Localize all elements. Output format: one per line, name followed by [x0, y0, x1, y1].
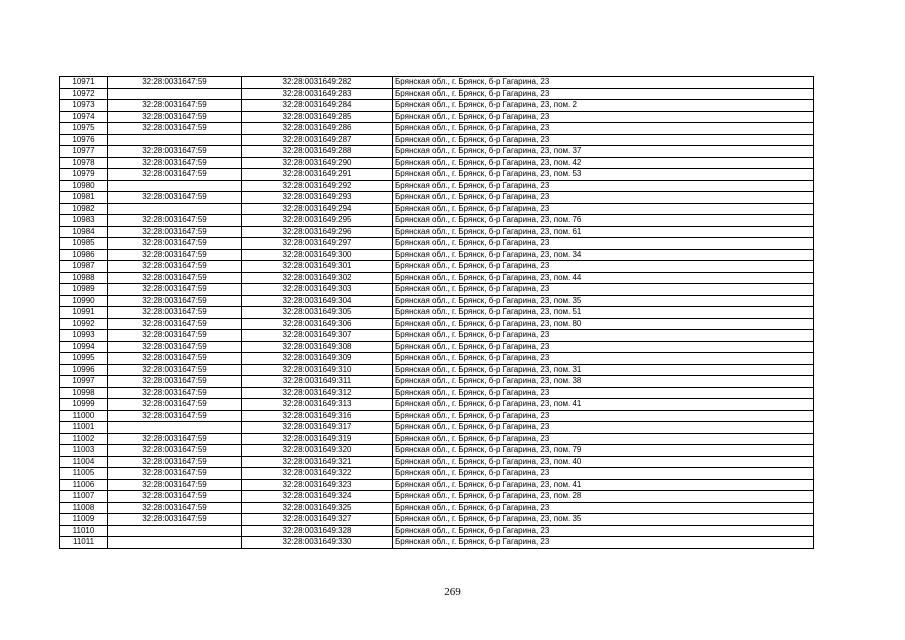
cadastral-number-cell: 32:28:0031649:327	[242, 514, 393, 526]
row-number-cell: 10985	[60, 238, 108, 250]
row-number-cell: 10978	[60, 157, 108, 169]
parcel-number-cell: 32:28:0031647:59	[108, 77, 242, 89]
parcel-number-cell: 32:28:0031647:59	[108, 479, 242, 491]
parcel-number-cell: 32:28:0031647:59	[108, 330, 242, 342]
table-row	[60, 249, 814, 261]
parcel-number-cell: 32:28:0031647:59	[108, 215, 242, 227]
parcel-number-cell: 32:28:0031647:59	[108, 341, 242, 353]
row-number-cell: 10996	[60, 364, 108, 376]
parcel-number-cell	[108, 422, 242, 434]
cadastral-number-cell: 32:28:0031649:303	[242, 284, 393, 296]
row-number-cell: 11003	[60, 445, 108, 457]
address-cell: Брянская обл., г. Брянск, б-р Гагарина, 23, пом. 76	[393, 215, 814, 227]
table-row	[60, 376, 814, 388]
address-cell: Брянская обл., г. Брянск, б-р Гагарина, 23, пом. 41	[393, 399, 814, 411]
row-number-cell: 11008	[60, 502, 108, 514]
table-row	[60, 134, 814, 146]
row-number-cell: 10981	[60, 192, 108, 204]
cadastral-number-cell: 32:28:0031649:291	[242, 169, 393, 181]
parcel-number-cell: 32:28:0031647:59	[108, 410, 242, 422]
cadastral-number-cell: 32:28:0031649:325	[242, 502, 393, 514]
table-row	[60, 169, 814, 181]
parcel-number-cell: 32:28:0031647:59	[108, 491, 242, 503]
table-row	[60, 272, 814, 284]
row-number-cell: 11007	[60, 491, 108, 503]
parcel-number-cell: 32:28:0031647:59	[108, 387, 242, 399]
table-row	[60, 215, 814, 227]
table-row	[60, 284, 814, 296]
row-number-cell: 10988	[60, 272, 108, 284]
table-row	[60, 479, 814, 491]
row-number-cell: 10984	[60, 226, 108, 238]
parcel-number-cell	[108, 537, 242, 549]
parcel-number-cell: 32:28:0031647:59	[108, 307, 242, 319]
table-row	[60, 353, 814, 365]
parcel-number-cell: 32:28:0031647:59	[108, 502, 242, 514]
row-number-cell: 10986	[60, 249, 108, 261]
address-cell: Брянская обл., г. Брянск, б-р Гагарина, 23, пом. 51	[393, 307, 814, 319]
address-cell: Брянская обл., г. Брянск, б-р Гагарина, 23	[393, 192, 814, 204]
parcel-number-cell: 32:28:0031647:59	[108, 146, 242, 158]
parcel-number-cell: 32:28:0031647:59	[108, 238, 242, 250]
records-table	[59, 76, 814, 549]
row-number-cell: 10995	[60, 353, 108, 365]
cadastral-number-cell: 32:28:0031649:308	[242, 341, 393, 353]
table-row	[60, 525, 814, 537]
page-number: 269	[444, 586, 461, 598]
table-row	[60, 146, 814, 158]
row-number-cell: 10990	[60, 295, 108, 307]
parcel-number-cell: 32:28:0031647:59	[108, 123, 242, 135]
row-number-cell: 10973	[60, 100, 108, 112]
table-row	[60, 514, 814, 526]
parcel-number-cell: 32:28:0031647:59	[108, 445, 242, 457]
cadastral-number-cell: 32:28:0031649:306	[242, 318, 393, 330]
cadastral-number-cell: 32:28:0031649:310	[242, 364, 393, 376]
cadastral-number-cell: 32:28:0031649:319	[242, 433, 393, 445]
table-row	[60, 88, 814, 100]
table-row	[60, 77, 814, 89]
row-number-cell: 10992	[60, 318, 108, 330]
parcel-number-cell: 32:28:0031647:59	[108, 353, 242, 365]
row-number-cell: 10987	[60, 261, 108, 273]
row-number-cell: 10999	[60, 399, 108, 411]
address-cell: Брянская обл., г. Брянск, б-р Гагарина, 23	[393, 387, 814, 399]
parcel-number-cell	[108, 180, 242, 192]
address-cell: Брянская обл., г. Брянск, б-р Гагарина, 23, пом. 31	[393, 364, 814, 376]
address-cell: Брянская обл., г. Брянск, б-р Гагарина, 23	[393, 238, 814, 250]
parcel-number-cell: 32:28:0031647:59	[108, 376, 242, 388]
address-cell: Брянская обл., г. Брянск, б-р Гагарина, 23	[393, 353, 814, 365]
table-row	[60, 180, 814, 192]
cadastral-number-cell: 32:28:0031649:287	[242, 134, 393, 146]
address-cell: Брянская обл., г. Брянск, б-р Гагарина, 23	[393, 525, 814, 537]
table-row	[60, 433, 814, 445]
parcel-number-cell: 32:28:0031647:59	[108, 169, 242, 181]
parcel-number-cell: 32:28:0031647:59	[108, 468, 242, 480]
address-cell: Брянская обл., г. Брянск, б-р Гагарина, 23	[393, 537, 814, 549]
parcel-number-cell: 32:28:0031647:59	[108, 111, 242, 123]
address-cell: Брянская обл., г. Брянск, б-р Гагарина, 23, пом. 61	[393, 226, 814, 238]
table-row	[60, 422, 814, 434]
row-number-cell: 11005	[60, 468, 108, 480]
parcel-number-cell: 32:28:0031647:59	[108, 272, 242, 284]
address-cell: Брянская обл., г. Брянск, б-р Гагарина, 23, пом. 40	[393, 456, 814, 468]
address-cell: Брянская обл., г. Брянск, б-р Гагарина, 23	[393, 88, 814, 100]
address-cell: Брянская обл., г. Брянск, б-р Гагарина, 23	[393, 341, 814, 353]
cadastral-number-cell: 32:28:0031649:290	[242, 157, 393, 169]
table-row	[60, 123, 814, 135]
address-cell: Брянская обл., г. Брянск, б-р Гагарина, 23	[393, 433, 814, 445]
address-cell: Брянская обл., г. Брянск, б-р Гагарина, 23, пом. 34	[393, 249, 814, 261]
address-cell: Брянская обл., г. Брянск, б-р Гагарина, 23	[393, 422, 814, 434]
address-cell: Брянская обл., г. Брянск, б-р Гагарина, 23, пом. 44	[393, 272, 814, 284]
address-cell: Брянская обл., г. Брянск, б-р Гагарина, 23	[393, 502, 814, 514]
table-row	[60, 295, 814, 307]
row-number-cell: 10980	[60, 180, 108, 192]
table-row	[60, 111, 814, 123]
row-number-cell: 10983	[60, 215, 108, 227]
cadastral-number-cell: 32:28:0031649:293	[242, 192, 393, 204]
table-row	[60, 364, 814, 376]
row-number-cell: 10974	[60, 111, 108, 123]
parcel-number-cell: 32:28:0031647:59	[108, 100, 242, 112]
cadastral-number-cell: 32:28:0031649:309	[242, 353, 393, 365]
table-row	[60, 341, 814, 353]
cadastral-number-cell: 32:28:0031649:288	[242, 146, 393, 158]
table-row	[60, 100, 814, 112]
cadastral-number-cell: 32:28:0031649:316	[242, 410, 393, 422]
row-number-cell: 10997	[60, 376, 108, 388]
address-cell: Брянская обл., г. Брянск, б-р Гагарина, 23, пом. 35	[393, 295, 814, 307]
cadastral-number-cell: 32:28:0031649:286	[242, 123, 393, 135]
parcel-number-cell	[108, 88, 242, 100]
table-row	[60, 330, 814, 342]
row-number-cell: 10989	[60, 284, 108, 296]
address-cell: Брянская обл., г. Брянск, б-р Гагарина, 23	[393, 284, 814, 296]
row-number-cell: 10994	[60, 341, 108, 353]
address-cell: Брянская обл., г. Брянск, б-р Гагарина, 23, пом. 42	[393, 157, 814, 169]
cadastral-number-cell: 32:28:0031649:297	[242, 238, 393, 250]
table-row	[60, 203, 814, 215]
cadastral-number-cell: 32:28:0031649:311	[242, 376, 393, 388]
cadastral-number-cell: 32:28:0031649:300	[242, 249, 393, 261]
table-row	[60, 192, 814, 204]
table-row	[60, 307, 814, 319]
parcel-number-cell: 32:28:0031647:59	[108, 456, 242, 468]
cadastral-number-cell: 32:28:0031649:324	[242, 491, 393, 503]
cadastral-number-cell: 32:28:0031649:313	[242, 399, 393, 411]
table-row	[60, 445, 814, 457]
address-cell: Брянская обл., г. Брянск, б-р Гагарина, 23	[393, 180, 814, 192]
parcel-number-cell: 32:28:0031647:59	[108, 433, 242, 445]
address-cell: Брянская обл., г. Брянск, б-р Гагарина, 23	[393, 410, 814, 422]
row-number-cell: 11004	[60, 456, 108, 468]
parcel-number-cell	[108, 203, 242, 215]
cadastral-number-cell: 32:28:0031649:328	[242, 525, 393, 537]
cadastral-number-cell: 32:28:0031649:295	[242, 215, 393, 227]
row-number-cell: 11009	[60, 514, 108, 526]
cadastral-number-cell: 32:28:0031649:307	[242, 330, 393, 342]
parcel-number-cell: 32:28:0031647:59	[108, 399, 242, 411]
row-number-cell: 10977	[60, 146, 108, 158]
table-body	[60, 77, 814, 549]
parcel-number-cell: 32:28:0031647:59	[108, 249, 242, 261]
parcel-number-cell: 32:28:0031647:59	[108, 226, 242, 238]
address-cell: Брянская обл., г. Брянск, б-р Гагарина, 23	[393, 77, 814, 89]
table-row	[60, 502, 814, 514]
row-number-cell: 10979	[60, 169, 108, 181]
parcel-number-cell: 32:28:0031647:59	[108, 284, 242, 296]
row-number-cell: 11011	[60, 537, 108, 549]
cadastral-number-cell: 32:28:0031649:320	[242, 445, 393, 457]
row-number-cell: 11010	[60, 525, 108, 537]
table-row	[60, 456, 814, 468]
address-cell: Брянская обл., г. Брянск, б-р Гагарина, 23	[393, 330, 814, 342]
table-row	[60, 226, 814, 238]
row-number-cell: 10993	[60, 330, 108, 342]
address-cell: Брянская обл., г. Брянск, б-р Гагарина, 23	[393, 123, 814, 135]
parcel-number-cell	[108, 525, 242, 537]
address-cell: Брянская обл., г. Брянск, б-р Гагарина, 23, пом. 28	[393, 491, 814, 503]
cadastral-number-cell: 32:28:0031649:312	[242, 387, 393, 399]
cadastral-number-cell: 32:28:0031649:305	[242, 307, 393, 319]
row-number-cell: 10998	[60, 387, 108, 399]
address-cell: Брянская обл., г. Брянск, б-р Гагарина, 23, пом. 37	[393, 146, 814, 158]
table-row	[60, 157, 814, 169]
parcel-number-cell	[108, 134, 242, 146]
table-row	[60, 491, 814, 503]
address-cell: Брянская обл., г. Брянск, б-р Гагарина, 23	[393, 203, 814, 215]
parcel-number-cell: 32:28:0031647:59	[108, 261, 242, 273]
row-number-cell: 10972	[60, 88, 108, 100]
address-cell: Брянская обл., г. Брянск, б-р Гагарина, 23	[393, 468, 814, 480]
row-number-cell: 10976	[60, 134, 108, 146]
row-number-cell: 10971	[60, 77, 108, 89]
cadastral-number-cell: 32:28:0031649:330	[242, 537, 393, 549]
row-number-cell: 11001	[60, 422, 108, 434]
parcel-number-cell: 32:28:0031647:59	[108, 192, 242, 204]
address-cell: Брянская обл., г. Брянск, б-р Гагарина, 23, пом. 2	[393, 100, 814, 112]
address-cell: Брянская обл., г. Брянск, б-р Гагарина, 23, пом. 79	[393, 445, 814, 457]
table-row	[60, 468, 814, 480]
address-cell: Брянская обл., г. Брянск, б-р Гагарина, 23, пом. 80	[393, 318, 814, 330]
table-row	[60, 399, 814, 411]
cadastral-number-cell: 32:28:0031649:294	[242, 203, 393, 215]
table-row	[60, 261, 814, 273]
parcel-number-cell: 32:28:0031647:59	[108, 364, 242, 376]
row-number-cell: 10975	[60, 123, 108, 135]
cadastral-number-cell: 32:28:0031649:283	[242, 88, 393, 100]
parcel-number-cell: 32:28:0031647:59	[108, 157, 242, 169]
row-number-cell: 11002	[60, 433, 108, 445]
address-cell: Брянская обл., г. Брянск, б-р Гагарина, 23	[393, 111, 814, 123]
cadastral-number-cell: 32:28:0031649:292	[242, 180, 393, 192]
cadastral-number-cell: 32:28:0031649:285	[242, 111, 393, 123]
cadastral-number-cell: 32:28:0031649:302	[242, 272, 393, 284]
table-row	[60, 410, 814, 422]
address-cell: Брянская обл., г. Брянск, б-р Гагарина, 23, пом. 53	[393, 169, 814, 181]
row-number-cell: 11006	[60, 479, 108, 491]
address-cell: Брянская обл., г. Брянск, б-р Гагарина, 23, пом. 35	[393, 514, 814, 526]
row-number-cell: 11000	[60, 410, 108, 422]
cadastral-number-cell: 32:28:0031649:284	[242, 100, 393, 112]
table-row	[60, 318, 814, 330]
cadastral-number-cell: 32:28:0031649:317	[242, 422, 393, 434]
parcel-number-cell: 32:28:0031647:59	[108, 318, 242, 330]
address-cell: Брянская обл., г. Брянск, б-р Гагарина, 23	[393, 134, 814, 146]
cadastral-number-cell: 32:28:0031649:323	[242, 479, 393, 491]
cadastral-number-cell: 32:28:0031649:322	[242, 468, 393, 480]
address-cell: Брянская обл., г. Брянск, б-р Гагарина, 23, пом. 41	[393, 479, 814, 491]
table-row	[60, 238, 814, 250]
cadastral-number-cell: 32:28:0031649:282	[242, 77, 393, 89]
table-row	[60, 537, 814, 549]
cadastral-number-cell: 32:28:0031649:304	[242, 295, 393, 307]
row-number-cell: 10982	[60, 203, 108, 215]
address-cell: Брянская обл., г. Брянск, б-р Гагарина, 23, пом. 38	[393, 376, 814, 388]
address-cell: Брянская обл., г. Брянск, б-р Гагарина, 23	[393, 261, 814, 273]
parcel-number-cell: 32:28:0031647:59	[108, 295, 242, 307]
table-row	[60, 387, 814, 399]
cadastral-number-cell: 32:28:0031649:301	[242, 261, 393, 273]
cadastral-number-cell: 32:28:0031649:296	[242, 226, 393, 238]
cadastral-number-cell: 32:28:0031649:321	[242, 456, 393, 468]
row-number-cell: 10991	[60, 307, 108, 319]
parcel-number-cell: 32:28:0031647:59	[108, 514, 242, 526]
